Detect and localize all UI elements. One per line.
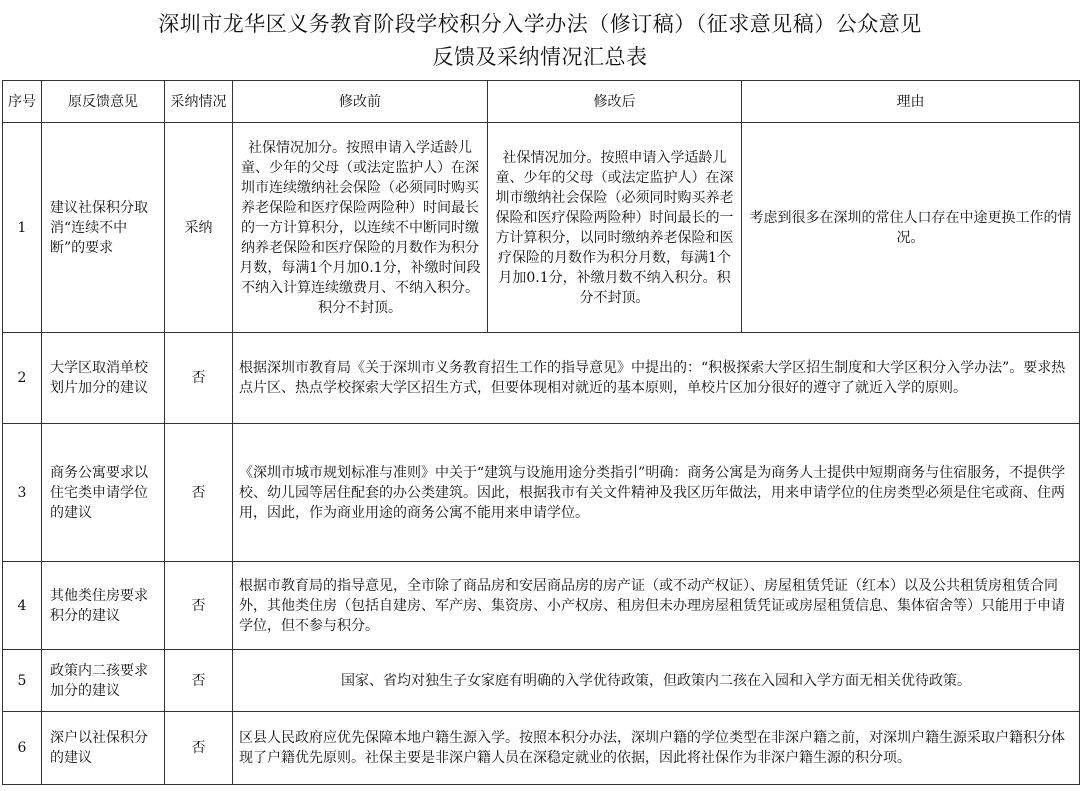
feedback-opinion: 其他类住房要求积分的建议 — [42, 562, 165, 650]
reason-text: 区县人民政府应优先保障本地户籍生源入学。按照本积分办法，深圳户籍的学位类型在非深户籍之前，对深圳户籍生源采取户籍积分体现了户籍优先原则。社保主要是非深户籍人员在深稳定就业的依据，因此将社保作为非深户籍生源的积分项。 — [233, 712, 1080, 785]
adoption-status: 否 — [165, 712, 233, 785]
table-row — [3, 650, 1080, 712]
document-title-line-1: 深圳市龙华区义务教育阶段学校积分入学办法（修订稿）（征求意见稿）公众意见 — [158, 12, 922, 36]
feedback-opinion: 商务公寓要求以住宅类申请学位的建议 — [42, 424, 165, 562]
reason-text: 《深圳市城市规划标准与准则》中关于“建筑与设施用途分类指引”明确：商务公寓是为商务人士提供中短期商务与住宿服务，不提供学校、幼儿园等居住配套的办公类建筑。因此，根据我市有关文件精神及我区历年做法，用来申请学位的住房类型必须是住宅或商、住两用，因此，作为商业用途的商务公寓不能用来申请学位。 — [233, 424, 1080, 562]
text-after-revision: 社保情况加分。按照申请入学适龄儿童、少年的父母（或法定监护人）在深圳市缴纳社会保险（必须同时购买养老保险和医疗保险两险种）时间最长的一方计算积分，以同时缴纳养老保险和医疗保险的月数作为积分月数，每满1个月加0.1分，补缴月数不纳入积分。积分不封顶。 — [488, 123, 742, 333]
table-row — [3, 712, 1080, 785]
adoption-status: 否 — [165, 333, 233, 424]
row-number: 5 — [3, 650, 42, 712]
header-adopt: 采纳情况 — [165, 81, 233, 123]
adoption-status: 采纳 — [165, 123, 233, 333]
reason-text: 考虑到很多在深圳的常住人口存在中途更换工作的情况。 — [742, 123, 1080, 333]
document-title-line-2: 反馈及采纳情况汇总表 — [432, 45, 648, 69]
header-after: 修改后 — [488, 81, 742, 123]
row-number: 4 — [3, 562, 42, 650]
table-row — [3, 562, 1080, 650]
header-reason: 理由 — [742, 81, 1080, 123]
row-number: 2 — [3, 333, 42, 424]
table-row — [3, 123, 1080, 333]
row-number: 6 — [3, 712, 42, 785]
header-before: 修改前 — [233, 81, 488, 123]
reason-text: 国家、省均对独生子女家庭有明确的入学优待政策，但政策内二孩在入园和入学方面无相关优待政策。 — [233, 650, 1080, 712]
row-number: 1 — [3, 123, 42, 333]
adoption-status: 否 — [165, 562, 233, 650]
reason-text: 根据深圳市教育局《关于深圳市义务教育招生工作的指导意见》中提出的：“积极探索大学区招生制度和大学区积分入学办法”。要求热点片区、热点学校探索大学区招生方式，但要体现相对就近的基本原则，单校片区加分很好的遵守了就近入学的原则。 — [233, 333, 1080, 424]
table-row — [3, 333, 1080, 424]
feedback-opinion: 政策内二孩要求加分的建议 — [42, 650, 165, 712]
header-opinion: 原反馈意见 — [42, 81, 165, 123]
table-header-row — [3, 81, 1080, 123]
adoption-status: 否 — [165, 424, 233, 562]
feedback-opinion: 建议社保积分取消“连续不中断”的要求 — [42, 123, 165, 333]
feedback-opinion: 深户以社保积分的建议 — [42, 712, 165, 785]
feedback-summary-table — [2, 80, 1080, 785]
table-row — [3, 424, 1080, 562]
reason-text: 根据市教育局的指导意见，全市除了商品房和安居商品房的房产证（或不动产权证）、房屋租赁凭证（红本）以及公共租赁房租赁合同外，其他类住房（包括自建房、军产房、集资房、小产权房、租房但未办理房屋租赁凭证或房屋租赁信息、集体宿舍等）只能用于申请学位，但不参与积分。 — [233, 562, 1080, 650]
adoption-status: 否 — [165, 650, 233, 712]
title-block — [0, 0, 1080, 80]
feedback-opinion: 大学区取消单校划片加分的建议 — [42, 333, 165, 424]
text-before-revision: 社保情况加分。按照申请入学适龄儿童、少年的父母（或法定监护人）在深圳市连续缴纳社会保险（必须同时购买养老保险和医疗保险两险种）时间最长的一方计算积分，以连续不中断同时缴纳养老保险和医疗保险的月数作为积分月数，每满1个月加0.1分，补缴时间段不纳入计算连续缴费月、不纳入积分。积分不封顶。 — [233, 123, 488, 333]
header-no: 序号 — [3, 81, 42, 123]
row-number: 3 — [3, 424, 42, 562]
